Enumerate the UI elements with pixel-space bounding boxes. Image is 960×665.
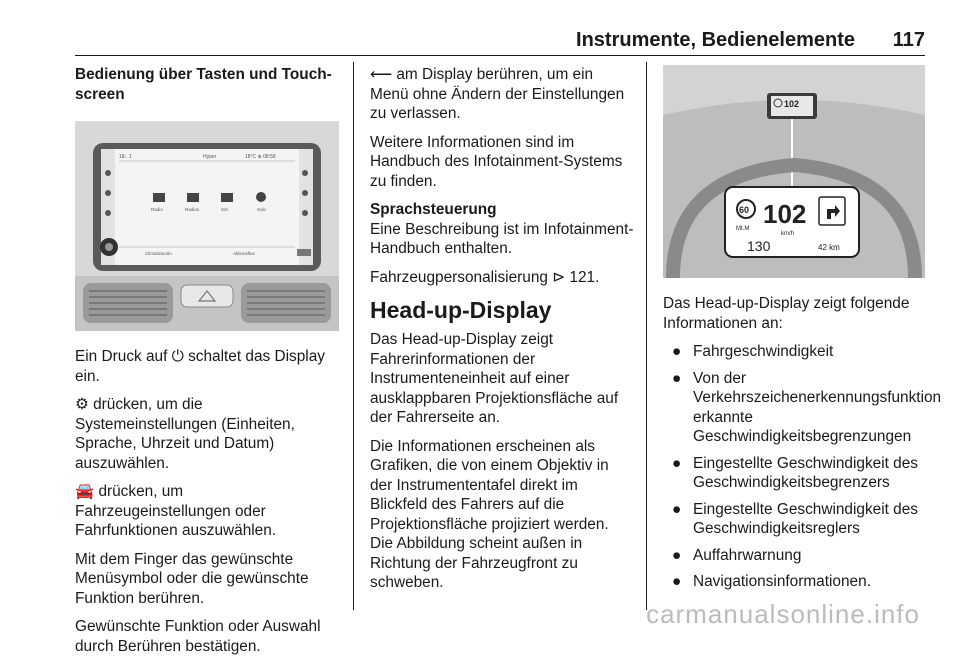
app-label: Sirt — [221, 207, 228, 212]
paragraph: Gewünschte Funktion oder Auswahl durch Berühren bestätigen. — [75, 618, 321, 655]
list-item-text: Navigationsinformationen. — [693, 573, 871, 590]
list-item — [663, 342, 933, 362]
page-number: 117 — [892, 29, 925, 51]
paragraph: 🚘 drücken, um Fahrzeugeinstellungen oder Fahrfunktionen auszuwählen. — [75, 483, 277, 539]
tab-label: Climatización — [145, 251, 172, 256]
bullet: ● — [672, 369, 682, 387]
list-item — [663, 369, 942, 447]
list-item — [663, 500, 933, 539]
cross-reference: Fahrzeugpersonalisierung ⊳ 121. — [370, 268, 600, 286]
hud-limit: 60 — [739, 205, 750, 215]
paragraph: Die Informationen erscheinen als Grafiken, die von einem Objektiv in der Instrumententafel direkt im Blickfeld des Fahrers auf die Projektionsfläche projiziert werden. Die Abbildung scheint außen in Richtung der Fahrzeugfront zu schweben. — [370, 437, 609, 591]
hud-speed-unit: km/h — [781, 231, 795, 237]
footer-watermark: carmanualsonline.info — [646, 599, 920, 629]
column-divider — [646, 62, 647, 610]
paragraph: Mit dem Finger das gewünschte Menüsymbol oder die gewünschte Funktion berühren. — [75, 550, 309, 607]
list-item-text: Fahrgeschwindigkeit — [693, 343, 834, 360]
sub-heading: Sprachsteuerung — [370, 201, 497, 218]
paragraph: ⟵ am Display berühren, um ein Menü ohne Ändern der Einstellungen zu verlassen. — [370, 66, 625, 122]
page-header — [75, 27, 925, 56]
head-up-display-illustration — [663, 65, 925, 278]
hud-info-list — [663, 342, 942, 592]
column-1 — [75, 65, 343, 665]
status-right: 18°C ⊕ 08:58 — [245, 154, 276, 160]
status-left: 18:. 1 — [119, 154, 132, 160]
hud-speed: 102 — [763, 199, 807, 229]
paragraph: Ein Druck auf ⏻ schaltet das Display ein. — [75, 348, 325, 385]
hud-distance: 42 km — [818, 243, 840, 252]
paragraph: Das Head-up-Display zeigt folgende Informationen an: — [663, 295, 910, 332]
section-title: Head-up-Display — [370, 297, 552, 323]
app-label: Radio — [151, 207, 163, 212]
column-3 — [663, 65, 942, 599]
bullet: ● — [672, 500, 682, 518]
list-item-text: Von der Verkehrszeichenerkennungsfunktion erkannte Geschwindigkeitsbegrenzungen — [693, 369, 942, 445]
tab-label: Aktionsflus — [233, 251, 255, 256]
list-item-text: Eingestellte Geschwindigkeit des Geschwindigkeitsbegrenzers — [693, 454, 918, 491]
header-title: Instrumente, Bedienelemente — [576, 29, 855, 51]
paragraph: ⚙ drücken, um die Systemeinstellungen (Einheiten, Sprache, Uhrzeit und Datum) auszuwählen. — [75, 396, 295, 472]
column-2 — [370, 65, 634, 602]
touchscreen-illustration — [75, 121, 339, 331]
hud-small-speed: 102 — [784, 99, 800, 109]
list-item-text: Eingestellte Geschwindigkeit des Geschwindigkeitsreglers — [693, 500, 918, 537]
list-item — [663, 546, 933, 566]
touchscreen-drawing — [75, 121, 339, 331]
bullet: ● — [672, 573, 682, 590]
paragraph: Weitere Informationen sind im Handbuch des Infotainment-Systems zu finden. — [370, 133, 623, 190]
paragraph: Eine Beschreibung ist im Infotainment-Handbuch enthalten. — [370, 220, 634, 257]
list-item-text: Auffahrwarnung — [693, 546, 802, 564]
list-item — [663, 454, 933, 493]
bullet: ● — [672, 546, 682, 564]
list-item — [663, 572, 933, 592]
status-mid: Hyper — [203, 154, 217, 160]
section-heading: Bedienung über Tasten und Touch- screen — [75, 66, 332, 103]
bullet: ● — [672, 343, 682, 360]
hud-drawing — [663, 65, 925, 278]
paragraph: Das Head-up-Display zeigt Fahrerinformationen der Instrumenteneinheit auf einer ausklappbaren Projektionsfläche auf der Fahrerseite an. — [370, 331, 619, 426]
hud-cruise: 130 — [747, 238, 771, 254]
column-divider — [353, 62, 354, 610]
hud-limit-unit: Mt.M — [736, 226, 750, 232]
app-label: Solo — [257, 207, 267, 212]
bullet: ● — [672, 454, 682, 472]
app-label: Radios — [185, 207, 200, 212]
